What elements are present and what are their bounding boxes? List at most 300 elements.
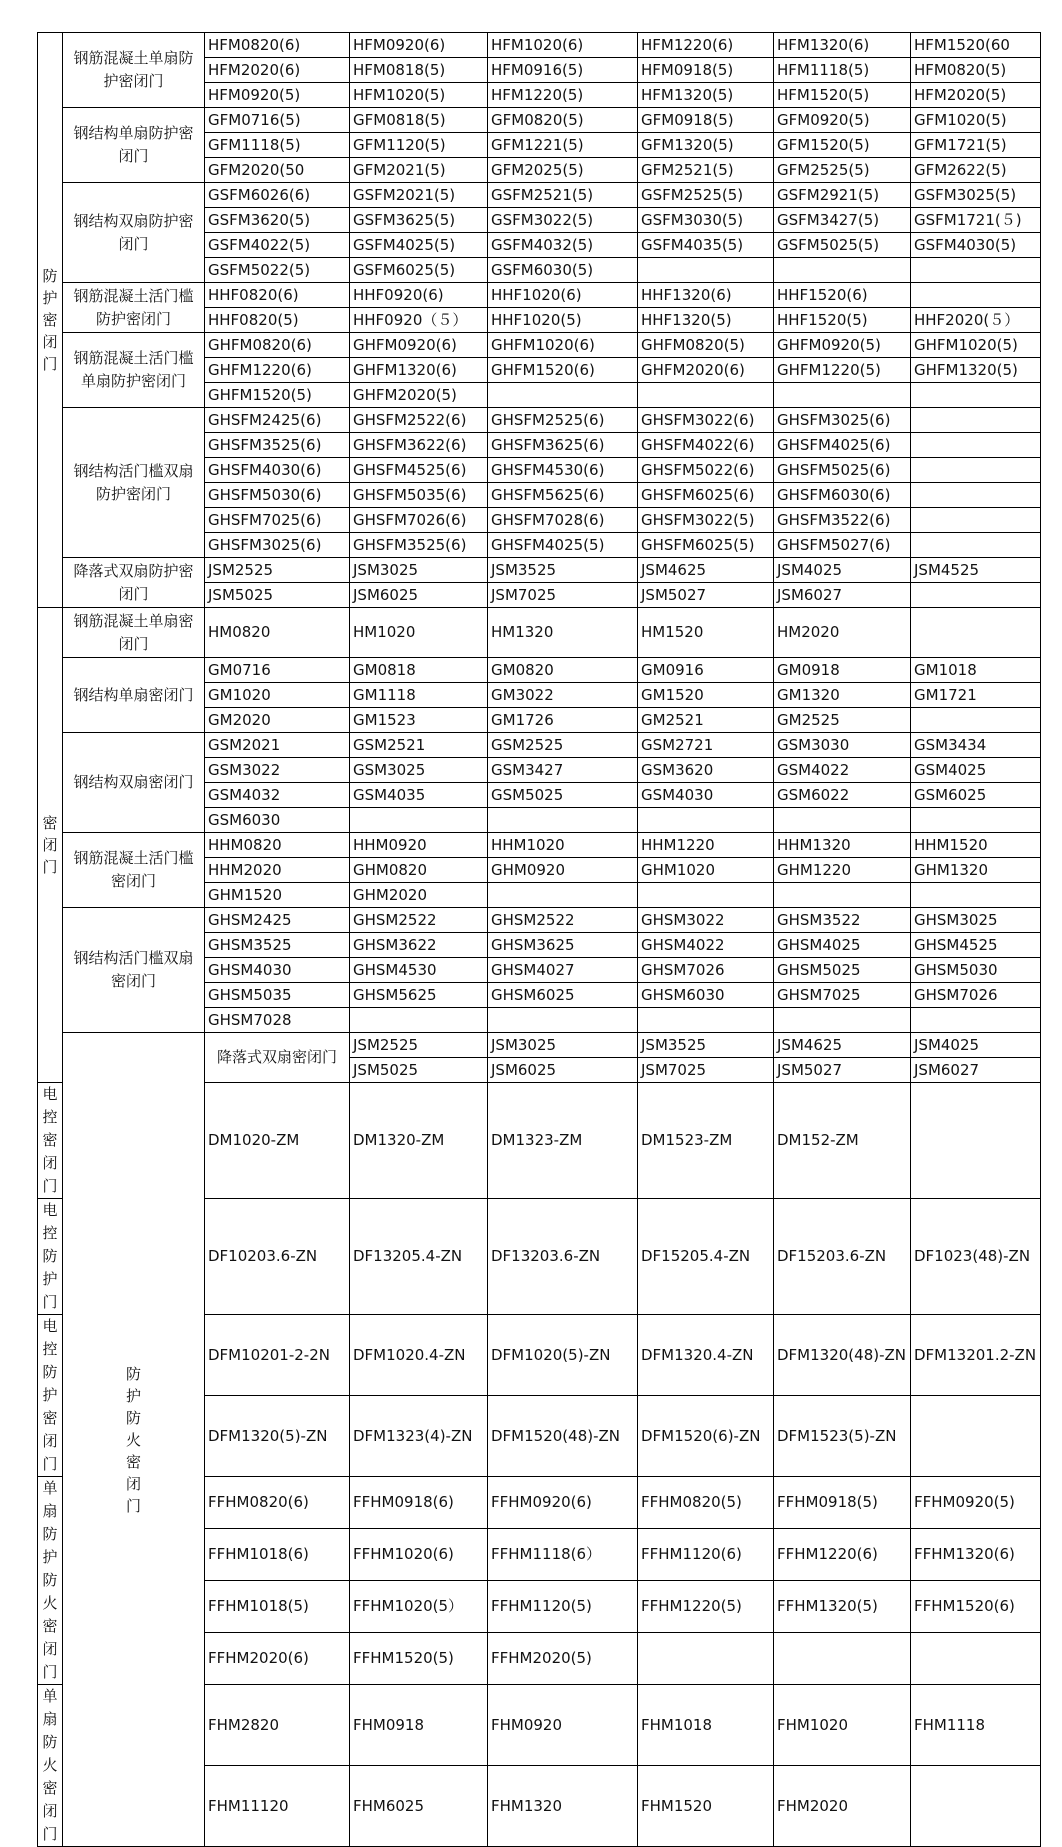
model-code-cell: HFM0920(6)	[350, 33, 488, 58]
model-code-cell: FHM1520	[638, 1766, 774, 1847]
model-code-cell: HFM0920(5)	[205, 83, 350, 108]
model-code-cell: GSM3620	[638, 758, 774, 783]
model-code-cell: GSM3022	[205, 758, 350, 783]
model-code-cell: JSM4025	[911, 1033, 1041, 1058]
model-code-cell: HFM0820(6)	[205, 33, 350, 58]
model-code-cell: GSM2721	[638, 733, 774, 758]
model-code-cell: HFM1220(6)	[638, 33, 774, 58]
model-code-cell: GHM0920	[488, 858, 638, 883]
model-code-cell: GHSFM5025(6)	[774, 458, 911, 483]
model-code-cell: FFHM1018(5)	[205, 1581, 350, 1633]
model-code-cell: GHSM3525	[205, 933, 350, 958]
model-code-cell: FFHM2020(5)	[488, 1633, 638, 1685]
model-code-cell	[638, 808, 774, 833]
model-code-cell: JSM4625	[774, 1033, 911, 1058]
model-code-cell: GHSFM3625(6)	[488, 433, 638, 458]
model-code-cell: GHFM1220(6)	[205, 358, 350, 383]
model-code-cell: FFHM0918(5)	[774, 1477, 911, 1529]
door-spec-table	[37, 32, 1041, 1847]
model-code-cell: FFHM1320(6)	[911, 1529, 1041, 1581]
model-code-cell: GHFM1320(6)	[350, 358, 488, 383]
model-code-cell: GHSM5625	[350, 983, 488, 1008]
model-code-cell: GSM2525	[488, 733, 638, 758]
model-code-cell	[488, 808, 638, 833]
model-code-cell: JSM5027	[774, 1058, 911, 1083]
model-code-cell: HM1020	[350, 608, 488, 658]
model-code-cell: GM0716	[205, 658, 350, 683]
table-row	[38, 33, 1041, 58]
model-code-cell: GHSFM4022(6)	[638, 433, 774, 458]
model-code-cell: GHSFM5035(6)	[350, 483, 488, 508]
model-code-cell: DM152-ZM	[774, 1083, 911, 1199]
subcategory-label: 电控密闭门	[38, 1083, 63, 1199]
model-code-cell: GM1520	[638, 683, 774, 708]
model-code-cell: GHM1520	[205, 883, 350, 908]
model-code-cell	[911, 583, 1041, 608]
subcategory-label: 钢结构活门槛双扇密闭门	[63, 908, 205, 1033]
model-code-cell	[350, 808, 488, 833]
model-code-cell: GHSFM3522(6)	[774, 508, 911, 533]
model-code-cell	[911, 1008, 1041, 1033]
model-code-cell	[911, 483, 1041, 508]
model-code-cell: GHSM5035	[205, 983, 350, 1008]
model-code-cell: GHFM1520(6)	[488, 358, 638, 383]
model-code-cell: HHF0920(6)	[350, 283, 488, 308]
table-row	[38, 733, 1041, 758]
model-code-cell: GM1523	[350, 708, 488, 733]
model-code-cell: GHSM3025	[911, 908, 1041, 933]
model-code-cell: FFHM0820(6)	[205, 1477, 350, 1529]
model-code-cell: HFM1320(5)	[638, 83, 774, 108]
model-code-cell: FFHM1120(5)	[488, 1581, 638, 1633]
model-code-cell: FFHM1220(6)	[774, 1529, 911, 1581]
model-code-cell: HHF1020(5)	[488, 308, 638, 333]
model-code-cell: GM2521	[638, 708, 774, 733]
model-code-cell: HFM2020(6)	[205, 58, 350, 83]
model-code-cell: HHF1320(5)	[638, 308, 774, 333]
subcategory-label: 电控防护密闭门	[38, 1315, 63, 1477]
model-code-cell: GHSFM4530(6)	[488, 458, 638, 483]
model-code-cell: GSFM6025(5)	[350, 258, 488, 283]
model-code-cell: JSM2525	[350, 1033, 488, 1058]
model-code-cell: GM1721	[911, 683, 1041, 708]
model-code-cell	[488, 883, 638, 908]
model-code-cell	[774, 1633, 911, 1685]
model-code-cell: GM3022	[488, 683, 638, 708]
model-code-cell: GHSM7025	[774, 983, 911, 1008]
model-code-cell: GHSFM5625(6)	[488, 483, 638, 508]
model-code-cell: DM1320-ZM	[350, 1083, 488, 1199]
model-code-cell	[638, 1633, 774, 1685]
model-code-cell	[911, 408, 1041, 433]
model-code-cell: HHF1520(5)	[774, 308, 911, 333]
model-code-cell: DM1020-ZM	[205, 1083, 350, 1199]
model-code-cell: GHSFM6025(5)	[638, 533, 774, 558]
subcategory-label: 钢结构双扇密闭门	[63, 733, 205, 833]
model-code-cell: HFM1320(6)	[774, 33, 911, 58]
model-code-cell	[774, 258, 911, 283]
model-code-cell: GSM3025	[350, 758, 488, 783]
table-row	[38, 833, 1041, 858]
model-code-cell: JSM6025	[350, 583, 488, 608]
model-code-cell: GHSFM7026(6)	[350, 508, 488, 533]
category-label: 防护密闭门	[42, 267, 58, 373]
model-code-cell: JSM7025	[488, 583, 638, 608]
model-code-cell: HHM2020	[205, 858, 350, 883]
model-code-cell: GFM0920(5)	[774, 108, 911, 133]
model-code-cell: JSM2525	[205, 558, 350, 583]
model-code-cell	[774, 883, 911, 908]
model-code-cell: HHF0820(6)	[205, 283, 350, 308]
model-code-cell: GSM6025	[911, 783, 1041, 808]
subcategory-label: 单扇防火密闭门	[38, 1685, 63, 1847]
model-code-cell: GHSM2522	[488, 908, 638, 933]
model-code-cell: GSM4025	[911, 758, 1041, 783]
model-code-cell: GSM6022	[774, 783, 911, 808]
model-code-cell: JSM6025	[488, 1058, 638, 1083]
table-row	[38, 658, 1041, 683]
model-code-cell	[638, 1008, 774, 1033]
model-code-cell: FFHM0920(5)	[911, 1477, 1041, 1529]
model-code-cell: DF1023(48)-ZN	[911, 1199, 1041, 1315]
subcategory-label: 钢筋混凝土活门槛单扇防护密闭门	[63, 333, 205, 408]
model-code-cell: JSM3525	[488, 558, 638, 583]
model-code-cell: GHSM3522	[774, 908, 911, 933]
model-code-cell: GHSFM5022(6)	[638, 458, 774, 483]
table-row	[38, 1033, 1041, 1058]
model-code-cell: DF13203.6-ZN	[488, 1199, 638, 1315]
model-code-cell: GFM0716(5)	[205, 108, 350, 133]
model-code-cell: GFM0818(5)	[350, 108, 488, 133]
model-code-cell: HHM1320	[774, 833, 911, 858]
model-code-cell: JSM7025	[638, 1058, 774, 1083]
model-code-cell: GHSM7028	[205, 1008, 350, 1033]
model-code-cell: GSFM4035(5)	[638, 233, 774, 258]
model-code-cell: GHSM4027	[488, 958, 638, 983]
model-code-cell: GM0818	[350, 658, 488, 683]
model-code-cell: FHM0918	[350, 1685, 488, 1766]
model-code-cell: HHF1520(6)	[774, 283, 911, 308]
model-code-cell: GM2525	[774, 708, 911, 733]
model-code-cell: HFM0820(5)	[911, 58, 1041, 83]
model-code-cell: GHSM4525	[911, 933, 1041, 958]
model-code-cell: GSFM2021(5)	[350, 183, 488, 208]
model-code-cell: DF13205.4-ZN	[350, 1199, 488, 1315]
model-code-cell: JSM3025	[488, 1033, 638, 1058]
model-code-cell: GM0918	[774, 658, 911, 683]
model-code-cell	[638, 383, 774, 408]
model-code-cell	[774, 383, 911, 408]
table-row	[38, 283, 1041, 308]
model-code-cell	[911, 883, 1041, 908]
model-code-cell: JSM4025	[774, 558, 911, 583]
model-code-cell	[911, 1396, 1041, 1477]
model-code-cell: GHSFM3022(5)	[638, 508, 774, 533]
model-code-cell: GHSM2522	[350, 908, 488, 933]
model-code-cell	[488, 383, 638, 408]
model-code-cell: GM0820	[488, 658, 638, 683]
model-code-cell: GFM1721(5)	[911, 133, 1041, 158]
model-code-cell: DFM1520(48)-ZN	[488, 1396, 638, 1477]
model-code-cell: HHM1520	[911, 833, 1041, 858]
model-code-cell: GHSM4025	[774, 933, 911, 958]
model-code-cell: GM2020	[205, 708, 350, 733]
model-code-cell: JSM6027	[911, 1058, 1041, 1083]
model-code-cell: GHSFM6030(6)	[774, 483, 911, 508]
model-code-cell: GHSM6030	[638, 983, 774, 1008]
model-code-cell	[911, 283, 1041, 308]
model-code-cell: DFM1323(4)-ZN	[350, 1396, 488, 1477]
model-code-cell: GHFM0820(5)	[638, 333, 774, 358]
model-code-cell	[488, 1008, 638, 1033]
model-code-cell: GHSM5025	[774, 958, 911, 983]
model-code-cell: FFHM1520(5)	[350, 1633, 488, 1685]
model-code-cell: GHFM2020(6)	[638, 358, 774, 383]
model-code-cell: GSM4032	[205, 783, 350, 808]
model-code-cell: GHSFM3525(6)	[205, 433, 350, 458]
model-code-cell: FHM2020	[774, 1766, 911, 1847]
model-code-cell	[911, 458, 1041, 483]
model-code-cell: FFHM0820(5)	[638, 1477, 774, 1529]
model-code-cell: GFM1020(5)	[911, 108, 1041, 133]
model-code-cell: DFM1320(5)-ZN	[205, 1396, 350, 1477]
model-code-cell: JSM4525	[911, 558, 1041, 583]
model-code-cell: DFM1320.4-ZN	[638, 1315, 774, 1396]
model-code-cell: GFM1118(5)	[205, 133, 350, 158]
model-code-cell: HFM1020(5)	[350, 83, 488, 108]
model-code-cell: FFHM0920(6)	[488, 1477, 638, 1529]
subcategory-label: 钢结构单扇密闭门	[63, 658, 205, 733]
model-code-cell: JSM3025	[350, 558, 488, 583]
model-code-cell: GHSFM2525(6)	[488, 408, 638, 433]
model-code-cell: GHM2020	[350, 883, 488, 908]
table-row	[38, 908, 1041, 933]
subcategory-label: 钢筋混凝土活门槛防护密闭门	[63, 283, 205, 333]
model-code-cell: GHSFM3025(6)	[774, 408, 911, 433]
model-code-cell: GM1020	[205, 683, 350, 708]
model-code-cell: GHSM7026	[638, 958, 774, 983]
model-code-cell: FFHM1020(5）	[350, 1581, 488, 1633]
model-code-cell: GFM2020(50	[205, 158, 350, 183]
model-code-cell: DFM1520(6)-ZN	[638, 1396, 774, 1477]
model-code-cell: GHSFM6025(6)	[638, 483, 774, 508]
model-code-cell: DF15205.4-ZN	[638, 1199, 774, 1315]
model-code-cell: FFHM0918(6)	[350, 1477, 488, 1529]
model-code-cell: GHSFM3525(6)	[350, 533, 488, 558]
model-code-cell: HHF0920（５）	[350, 308, 488, 333]
model-code-cell: FFHM1118(6）	[488, 1529, 638, 1581]
subcategory-label: 单扇防护防火密闭门	[38, 1477, 63, 1685]
model-code-cell: FHM11120	[205, 1766, 350, 1847]
model-code-cell: HHF1320(6)	[638, 283, 774, 308]
category-cell	[38, 608, 63, 1083]
model-code-cell: GSFM2921(5)	[774, 183, 911, 208]
model-code-cell: GHSM2425	[205, 908, 350, 933]
model-code-cell: DFM1020.4-ZN	[350, 1315, 488, 1396]
model-code-cell: GHFM1320(5)	[911, 358, 1041, 383]
model-code-cell: GSFM3620(5)	[205, 208, 350, 233]
model-code-cell: GSFM4025(5)	[350, 233, 488, 258]
model-code-cell: HHM0820	[205, 833, 350, 858]
model-code-cell: GSFM3427(5)	[774, 208, 911, 233]
model-code-cell	[911, 608, 1041, 658]
model-code-cell	[638, 258, 774, 283]
model-code-cell: FFHM1320(5)	[774, 1581, 911, 1633]
subcategory-label: 钢筋混凝土活门槛密闭门	[63, 833, 205, 908]
model-code-cell: GFM1520(5)	[774, 133, 911, 158]
model-code-cell	[911, 508, 1041, 533]
model-code-cell: GHSFM3022(6)	[638, 408, 774, 433]
model-code-cell: GSFM6030(5)	[488, 258, 638, 283]
model-code-cell: HFM1020(6)	[488, 33, 638, 58]
model-code-cell: GSFM4032(5)	[488, 233, 638, 258]
model-code-cell: GHSFM4025(6)	[774, 433, 911, 458]
model-code-cell: GFM2525(5)	[774, 158, 911, 183]
model-code-cell	[911, 808, 1041, 833]
model-code-cell	[638, 883, 774, 908]
model-code-cell: FHM0920	[488, 1685, 638, 1766]
model-code-cell: FFHM1220(5)	[638, 1581, 774, 1633]
model-code-cell	[911, 1766, 1041, 1847]
model-code-cell: GSFM6026(6)	[205, 183, 350, 208]
model-code-cell: GHM1020	[638, 858, 774, 883]
model-code-cell: JSM5025	[350, 1058, 488, 1083]
model-code-cell: GSM2521	[350, 733, 488, 758]
subcategory-label: 钢结构双扇防护密闭门	[63, 183, 205, 283]
model-code-cell: GSM3030	[774, 733, 911, 758]
model-code-cell: FFHM1520(6)	[911, 1581, 1041, 1633]
model-code-cell: GSM3427	[488, 758, 638, 783]
model-code-cell: FFHM2020(6)	[205, 1633, 350, 1685]
model-code-cell: HFM1520(60	[911, 33, 1041, 58]
table-row	[38, 608, 1041, 658]
category-label: 密闭门	[42, 814, 58, 876]
model-code-cell: GSM5025	[488, 783, 638, 808]
category-label: 防护防火密闭门	[125, 1364, 141, 1515]
model-code-cell: GHFM0920(6)	[350, 333, 488, 358]
model-code-cell: FHM2820	[205, 1685, 350, 1766]
model-code-cell: GHSFM4030(6)	[205, 458, 350, 483]
subcategory-label: 钢结构活门槛双扇防护密闭门	[63, 408, 205, 558]
model-code-cell: GHSFM3025(6)	[205, 533, 350, 558]
model-code-cell: GSFM2525(5)	[638, 183, 774, 208]
subcategory-label: 降落式双扇密闭门	[205, 1033, 350, 1083]
model-code-cell: HM0820	[205, 608, 350, 658]
model-code-cell: DFM10201-2-2N	[205, 1315, 350, 1396]
model-code-cell: GFM0820(5)	[488, 108, 638, 133]
model-code-cell: GHM1320	[911, 858, 1041, 883]
model-code-cell	[911, 258, 1041, 283]
model-code-cell: GFM1221(5)	[488, 133, 638, 158]
model-code-cell: JSM3525	[638, 1033, 774, 1058]
model-code-cell: GHSFM4525(6)	[350, 458, 488, 483]
subcategory-label: 降落式双扇防护密闭门	[63, 558, 205, 608]
model-code-cell: FFHM1120(6)	[638, 1529, 774, 1581]
model-code-cell: GFM2521(5)	[638, 158, 774, 183]
subcategory-label: 电控防护门	[38, 1199, 63, 1315]
model-code-cell	[774, 1008, 911, 1033]
model-code-cell: HHM1220	[638, 833, 774, 858]
model-code-cell: JSM5025	[205, 583, 350, 608]
model-code-cell: GHSFM2522(6)	[350, 408, 488, 433]
model-code-cell: FFHM1020(6)	[350, 1529, 488, 1581]
model-code-cell: HFM0918(5)	[638, 58, 774, 83]
model-code-cell: GHSM6025	[488, 983, 638, 1008]
model-code-cell: DFM1320(48)-ZN	[774, 1315, 911, 1396]
table-row	[38, 408, 1041, 433]
model-code-cell: GHSM7026	[911, 983, 1041, 1008]
table-row	[38, 108, 1041, 133]
model-code-cell: GHSM3625	[488, 933, 638, 958]
model-code-cell: HHM0920	[350, 833, 488, 858]
model-code-cell: FHM1020	[774, 1685, 911, 1766]
model-code-cell	[911, 1633, 1041, 1685]
model-code-cell: GSFM5025(5)	[774, 233, 911, 258]
model-code-cell: HHM1020	[488, 833, 638, 858]
model-code-cell: GFM0918(5)	[638, 108, 774, 133]
model-code-cell	[911, 1083, 1041, 1199]
model-code-cell	[911, 708, 1041, 733]
model-code-cell: HFM0818(5)	[350, 58, 488, 83]
model-code-cell: GSM4022	[774, 758, 911, 783]
model-code-cell: GM1726	[488, 708, 638, 733]
model-code-cell: GSFM3025(5)	[911, 183, 1041, 208]
model-code-cell: GSFM5022(5)	[205, 258, 350, 283]
model-code-cell: GHSM4530	[350, 958, 488, 983]
model-code-cell: GSFM3625(5)	[350, 208, 488, 233]
model-code-cell: JSM4625	[638, 558, 774, 583]
model-code-cell: GFM2622(5)	[911, 158, 1041, 183]
model-code-cell: GHFM1220(5)	[774, 358, 911, 383]
model-code-cell: GHSM5030	[911, 958, 1041, 983]
model-code-cell: DFM1523(5)-ZN	[774, 1396, 911, 1477]
model-code-cell: HM1320	[488, 608, 638, 658]
model-code-cell: GHSFM2425(6)	[205, 408, 350, 433]
category-cell	[63, 1033, 205, 1847]
model-code-cell: FHM1118	[911, 1685, 1041, 1766]
model-code-cell	[911, 533, 1041, 558]
model-code-cell: GHFM0820(6)	[205, 333, 350, 358]
model-code-cell: GHSM3022	[638, 908, 774, 933]
table-row	[38, 558, 1041, 583]
model-code-cell: HM2020	[774, 608, 911, 658]
table-row	[38, 183, 1041, 208]
model-code-cell: DF15203.6-ZN	[774, 1199, 911, 1315]
model-code-cell: GSM4030	[638, 783, 774, 808]
model-code-cell: HFM1220(5)	[488, 83, 638, 108]
model-code-cell: GHFM0920(5)	[774, 333, 911, 358]
model-code-cell: GHSM4030	[205, 958, 350, 983]
model-code-cell: GHM1220	[774, 858, 911, 883]
model-code-cell: DM1323-ZM	[488, 1083, 638, 1199]
model-code-cell: GSFM3022(5)	[488, 208, 638, 233]
model-code-cell: GSFM4030(5)	[911, 233, 1041, 258]
model-code-cell: GSM6030	[205, 808, 350, 833]
door-spec-body	[38, 33, 1041, 1847]
model-code-cell: GHM0820	[350, 858, 488, 883]
model-code-cell: GHSFM4025(5)	[488, 533, 638, 558]
model-code-cell: GHFM1520(5)	[205, 383, 350, 408]
model-code-cell: GFM2025(5)	[488, 158, 638, 183]
model-code-cell: FHM1320	[488, 1766, 638, 1847]
subcategory-label: 钢筋混凝土单扇防护密闭门	[63, 33, 205, 108]
table-row	[38, 333, 1041, 358]
model-code-cell: FHM1018	[638, 1685, 774, 1766]
model-code-cell: GSFM1721(５)	[911, 208, 1041, 233]
model-code-cell: DFM1020(5)-ZN	[488, 1315, 638, 1396]
subcategory-label: 钢结构单扇防护密闭门	[63, 108, 205, 183]
model-code-cell: GHSFM5027(6)	[774, 533, 911, 558]
